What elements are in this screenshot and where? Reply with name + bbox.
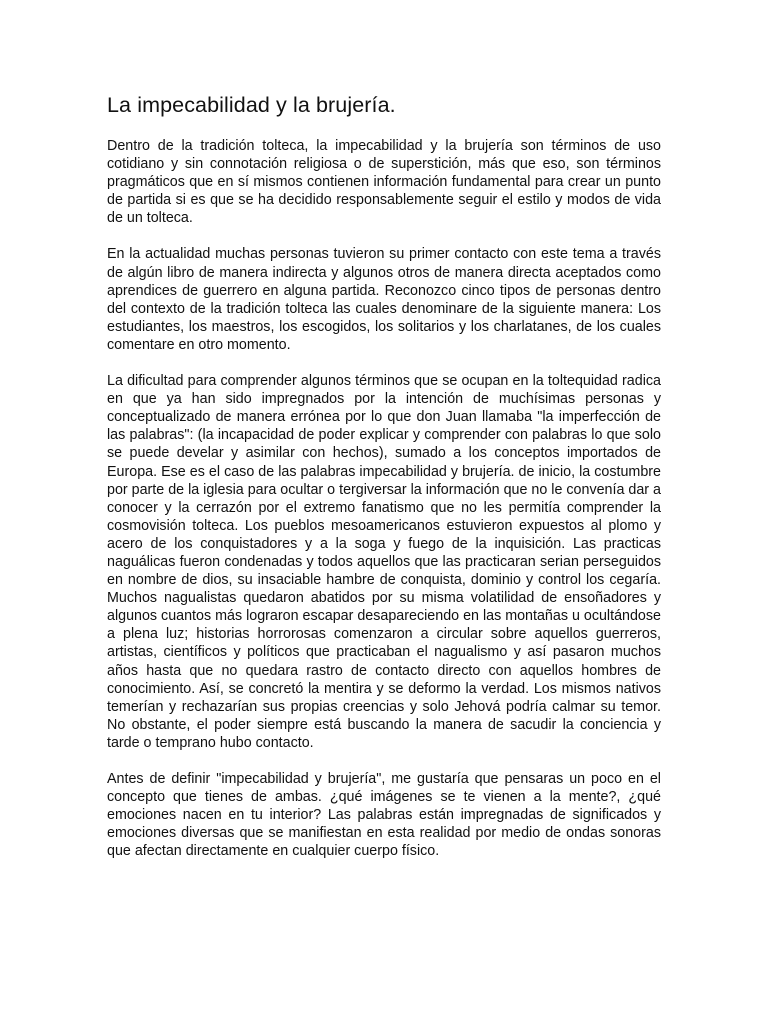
paragraph-1: Dentro de la tradición tolteca, la impecabilidad y la brujería son términos de uso cotidiano y sin connotación religiosa o de superstición, más que eso, son términos pragmáticos que en sí mismos contienen información fundamental para crear un punto de partida si es que se ha decidido responsablemente seguir el estilo y modos de vida de un tolteca. (107, 138, 661, 227)
paragraph-4: Antes de definir "impecabilidad y brujería", me gustaría que pensaras un poco en el concepto que tienes de ambas. ¿qué imágenes se te vienen a la mente?, ¿qué emociones nacen en tu interior? Las palabras están impregnadas de significados y emociones diversas que se manifiestan en esta realidad por medio de ondas sonoras que afectan directamente en cualquier cuerpo físico. (107, 771, 661, 860)
document-title: La impecabilidad y la brujería. (107, 93, 396, 117)
paragraph-2: En la actualidad muchas personas tuvieron su primer contacto con este tema a través de algún libro de manera indirecta y algunos otros de manera directa aceptados como aprendices de guerrero en alguna partida. Reconozco cinco tipos de personas dentro del contexto de la tradición tolteca las cuales denominare de la siguiente manera: Los estudiantes, los maestros, los escogidos, los solitarios y los charlatanes, de los cuales comentare en otro momento. (107, 246, 661, 353)
paragraph-3: La dificultad para comprender algunos términos que se ocupan en la toltequidad radica en que ya han sido impregnados por la intención de muchísimas personas y conceptualizado de manera errónea por lo que don Juan llamaba "la imperfección de las palabras": (la incapacidad de poder explicar y comprender con palabras lo que solo se puede develar y asimilar con hechos), sumado a los conceptos importados de Europa. Ese es el caso de las palabras impecabilidad y brujería. de inicio, la costumbre por parte de la iglesia para ocultar o tergiversar la información que no le convenía dar a conocer y la cerrazón por el extremo fanatismo que no les permitía comprender la cosmovisión tolteca. Los pueblos mesoamericanos estuvieron expuestos al plomo y acero de los conquistadores y a la soga y fuego de la inquisición. Las practicas naguálicas fueron condenadas y todos aquellos que las practicaran serian perseguidos en nombre de dios, su insaciable hambre de conquista, dominio y control los cegaría. Muchos nagualistas quedaron abatidos por su misma volatilidad de ensoñadores y algunos cuantos más lograron escapar desapareciendo en las montañas u ocultándose a plena luz; historias horrorosas comenzaron a circular sobre aquellos guerreros, artistas, científicos y políticos que practicaban el nagualismo y así pasaron muchos años hasta que no quedara rastro de contacto directo con aquellos hombres de conocimiento. Así, se concretó la mentira y se deformo la verdad. Los mismos nativos temerían y rechazarían sus propias creencias y solo Jehová podría calmar su temor. No obstante, el poder siempre está buscando la manera de sacudir la conciencia y tarde o temprano hubo contacto. (107, 373, 661, 751)
